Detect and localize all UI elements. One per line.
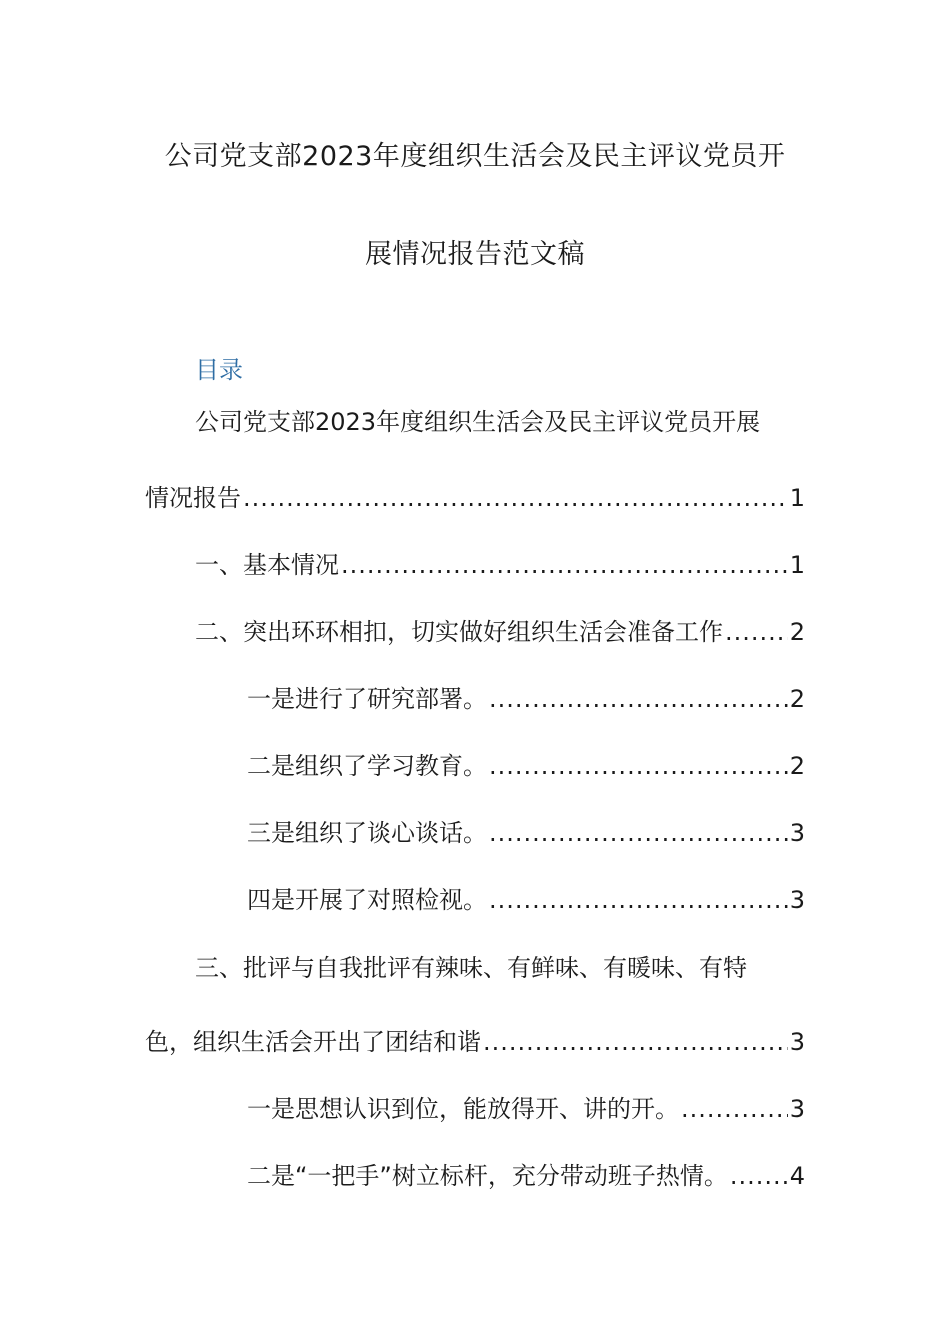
toc-item-2-label: 一、基本情况: [195, 551, 339, 579]
toc-item-8-line-1: 三、批评与自我批评有辣味、有鲜味、有暖味、有特: [195, 954, 747, 982]
toc-item-10-label: 二是“一把手”树立标杆，充分带动班子热情。: [247, 1162, 728, 1190]
toc-item-6-label: 三是组织了谈心谈话。: [247, 819, 487, 847]
toc-item-9-page: 3: [789, 1095, 805, 1123]
document-title-line-2: 展情况报告范文稿: [365, 239, 585, 270]
toc-leader-dots: [489, 819, 788, 847]
toc-item-3[interactable]: [195, 612, 805, 646]
toc-item-6-page: 3: [789, 819, 805, 847]
toc-item-6[interactable]: [247, 813, 805, 847]
toc-item-5[interactable]: [247, 746, 805, 780]
toc-item-1-page: 1: [789, 484, 805, 512]
toc-item-2[interactable]: [195, 545, 805, 579]
toc-leader-dots: [483, 1028, 788, 1056]
toc-item-7-page: 3: [789, 886, 805, 914]
toc-leader-dots: [341, 551, 788, 579]
toc-leader-dots: [725, 618, 788, 646]
toc-leader-dots: [681, 1095, 788, 1123]
toc-item-2-page: 1: [789, 551, 805, 579]
toc-item-10-page: 4: [789, 1162, 805, 1190]
toc-item-4[interactable]: [247, 679, 805, 713]
toc-item-1[interactable]: [145, 478, 805, 512]
toc-item-3-label: 二、突出环环相扣，切实做好组织生活会准备工作: [195, 618, 723, 646]
toc-item-1-line-1: 公司党支部2023年度组织生活会及民主评议党员开展: [195, 408, 761, 436]
toc-heading: 目录: [195, 356, 243, 384]
toc-leader-dots: [489, 752, 788, 780]
toc-item-10[interactable]: [247, 1156, 805, 1190]
toc-item-4-page: 2: [789, 685, 805, 713]
toc-leader-dots: [489, 886, 788, 914]
toc-item-8[interactable]: [145, 1022, 805, 1056]
toc-item-9-label: 一是思想认识到位，能放得开、讲的开。: [247, 1095, 679, 1123]
toc-item-8-line-2: 色，组织生活会开出了团结和谐: [145, 1028, 481, 1056]
toc-item-5-label: 二是组织了学习教育。: [247, 752, 487, 780]
toc-leader-dots: [730, 1162, 788, 1190]
toc-item-7[interactable]: [247, 880, 805, 914]
toc-item-7-label: 四是开展了对照检视。: [247, 886, 487, 914]
document-title-line-1: 公司党支部2023年度组织生活会及民主评议党员开: [164, 141, 786, 172]
toc-item-8-page: 3: [789, 1028, 805, 1056]
toc-item-1-line-2: 情况报告: [145, 484, 241, 512]
toc-item-9[interactable]: [247, 1089, 805, 1123]
toc-item-5-page: 2: [789, 752, 805, 780]
toc-leader-dots: [243, 484, 788, 512]
toc-leader-dots: [489, 685, 788, 713]
toc-item-4-label: 一是进行了研究部署。: [247, 685, 487, 713]
toc-item-3-page: 2: [789, 618, 805, 646]
